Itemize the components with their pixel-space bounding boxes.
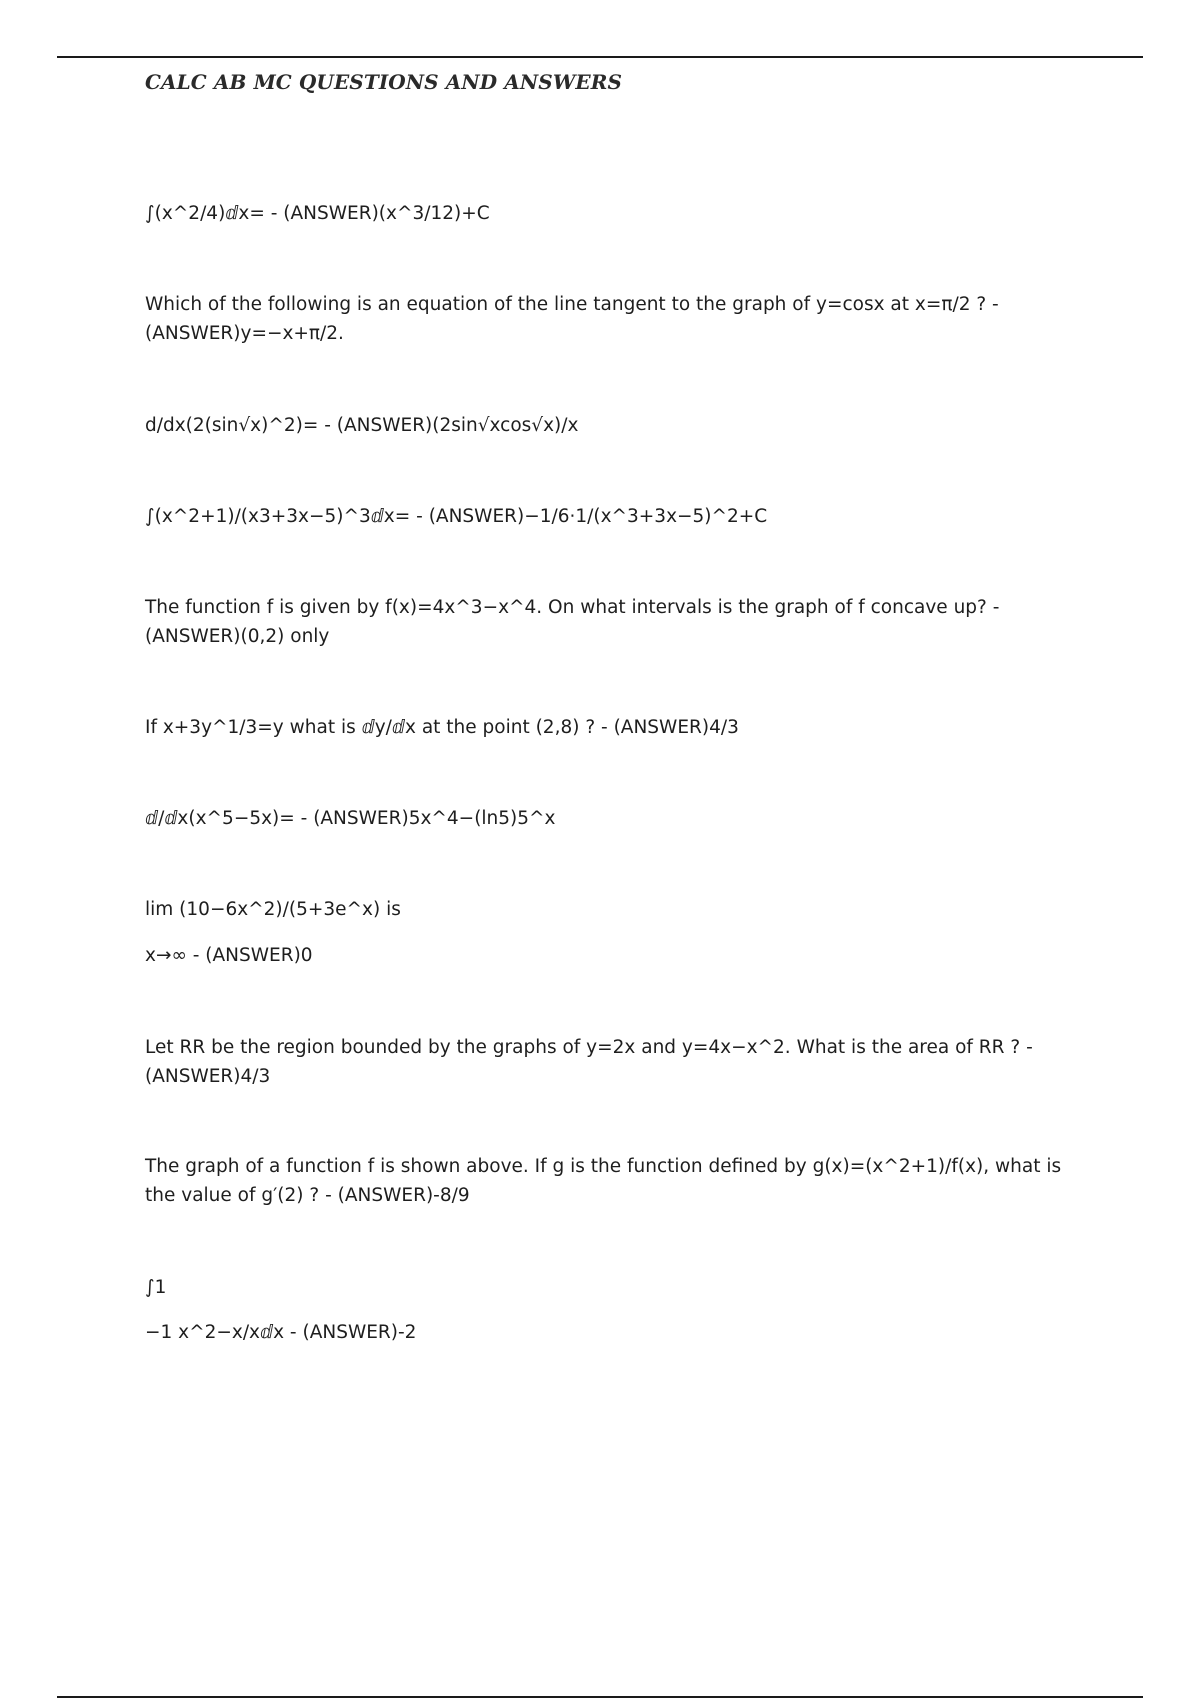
- qa-item-3: d/dx(2(sin√x)^2)= - (ANSWER)(2sin√xcos√x)/x: [145, 415, 579, 436]
- qa-item-4: ∫(x^2+1)/(x3+3x−5)^3ⅆx= - (ANSWER)−1/6⋅1/(x^3+3x−5)^2+C: [145, 506, 768, 527]
- qa-item-11: ∫1: [145, 1277, 167, 1298]
- bottom-rule: [57, 1696, 1143, 1698]
- qa-item-8: lim (10−6x^2)/(5+3e^x) is: [145, 899, 401, 920]
- qa-item-7: ⅆ/ⅆx(x^5−5x)= - (ANSWER)5x^4−(ln5)5^x: [145, 808, 556, 829]
- qa-item-8-continued: x→∞ - (ANSWER)0: [145, 945, 313, 966]
- qa-item-10: The graph of a function f is shown above. If g is the function defined by g(x)=(x^2+1)/f(x), what is the value of g′(2) ? - (ANSWER)-8/9: [145, 1156, 1062, 1206]
- qa-item-2: Which of the following is an equation of the line tangent to the graph of y=cosx at x=π/2 ? - (ANSWER)y=−x+π/2.: [145, 294, 999, 344]
- qa-item-5: The function f is given by f(x)=4x^3−x^4. On what intervals is the graph of f concave up? - (ANSWER)(0,2) only: [145, 597, 1000, 647]
- top-rule: [57, 56, 1143, 58]
- document-title: CALC AB MC QUESTIONS AND ANSWERS: [145, 70, 622, 94]
- qa-item-6: If x+3y^1/3=y what is ⅆy/ⅆx at the point (2,8) ? - (ANSWER)4/3: [145, 717, 739, 738]
- qa-item-1: ∫(x^2/4)ⅆx= - (ANSWER)(x^3/12)+C: [145, 203, 490, 224]
- qa-item-9: Let RR be the region bounded by the graphs of y=2x and y=4x−x^2. What is the area of RR ? - (ANSWER)4/3: [145, 1037, 1033, 1087]
- qa-item-11-continued: −1 x^2−x/xⅆx - (ANSWER)-2: [145, 1322, 417, 1343]
